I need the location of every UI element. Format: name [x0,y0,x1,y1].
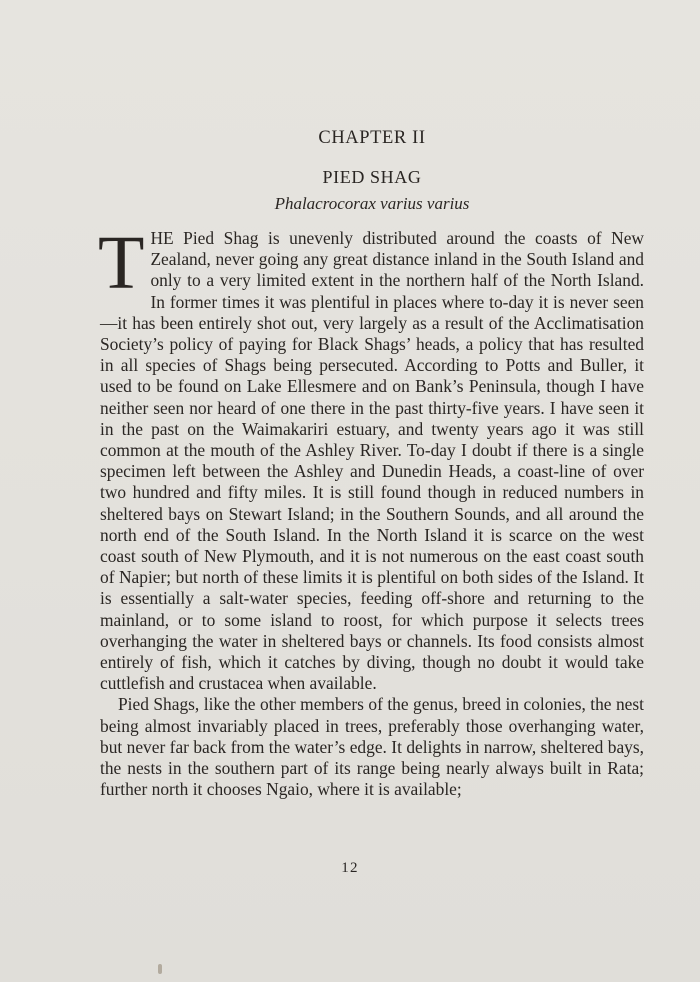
species-title: PIED SHAG [322,167,422,187]
paragraph-1 [98,221,644,694]
paragraph-2: Pied Shags, like the other members of the genus, breed in colonies, the nest being almost invariably placed in trees, preferably those overhanging water, but never far back from the water’s edge. It delights in narrow, sheltered bays, the nests in the southern part of its range being nearly always built in Rata; further north it chooses Ngaio, where it is available; [100,694,644,800]
drop-cap: T [98,221,145,305]
paragraph-1-text: HE Pied Shag is unevenly distributed around the coasts of New Zealand, never going any great distance inland in the South Island and only to a very limited extent in the northern half of the North Island. In former times it was plentiful in places where to-day it is never seen—it has been entirely shot out, very largely as a result of the Acclimatisation Society’s policy of paying for Black Shags’ heads, a policy that has resulted in all species of Shags being persecuted. According to Potts and Buller, it used to be found on Lake Ellesmere and on Bank’s Peninsula, though I have neither seen nor heard of one there in the past thirty-five years. I have seen it in the past on the Waimakariri estuary, and twenty years ago it was still common at the mouth of the Ashley River. To-day I doubt if there is a single specimen left between the Ashley and Dunedin Heads, a coast-line of over two hundred and fifty miles. It is still found though in reduced numbers in sheltered bays on Stewart Island; in the Southern Sounds, and all around the north end of the South Island. In the North Island it is scarce on the west coast south of New Plymouth, and it is not numerous on the east coast south of Napier; but north of these limits it is plentiful on both sides of the Island. It is essentially a salt-water species, feeding off-shore and returning to the mainland, or to some island to roost, for which purpose it selects trees overhanging the water in sheltered bays or channels. Its food consists almost entirely of fish, which it catches by diving, though no doubt it would take cuttlefish and crustacea when available. [100,228,644,694]
body-text [98,221,644,800]
page-number: 12 [341,860,359,876]
page-content [100,128,644,800]
paper-speck [158,964,162,974]
latin-name: Phalacrocorax varius varius [274,194,470,213]
chapter-heading: CHAPTER II [318,128,426,148]
